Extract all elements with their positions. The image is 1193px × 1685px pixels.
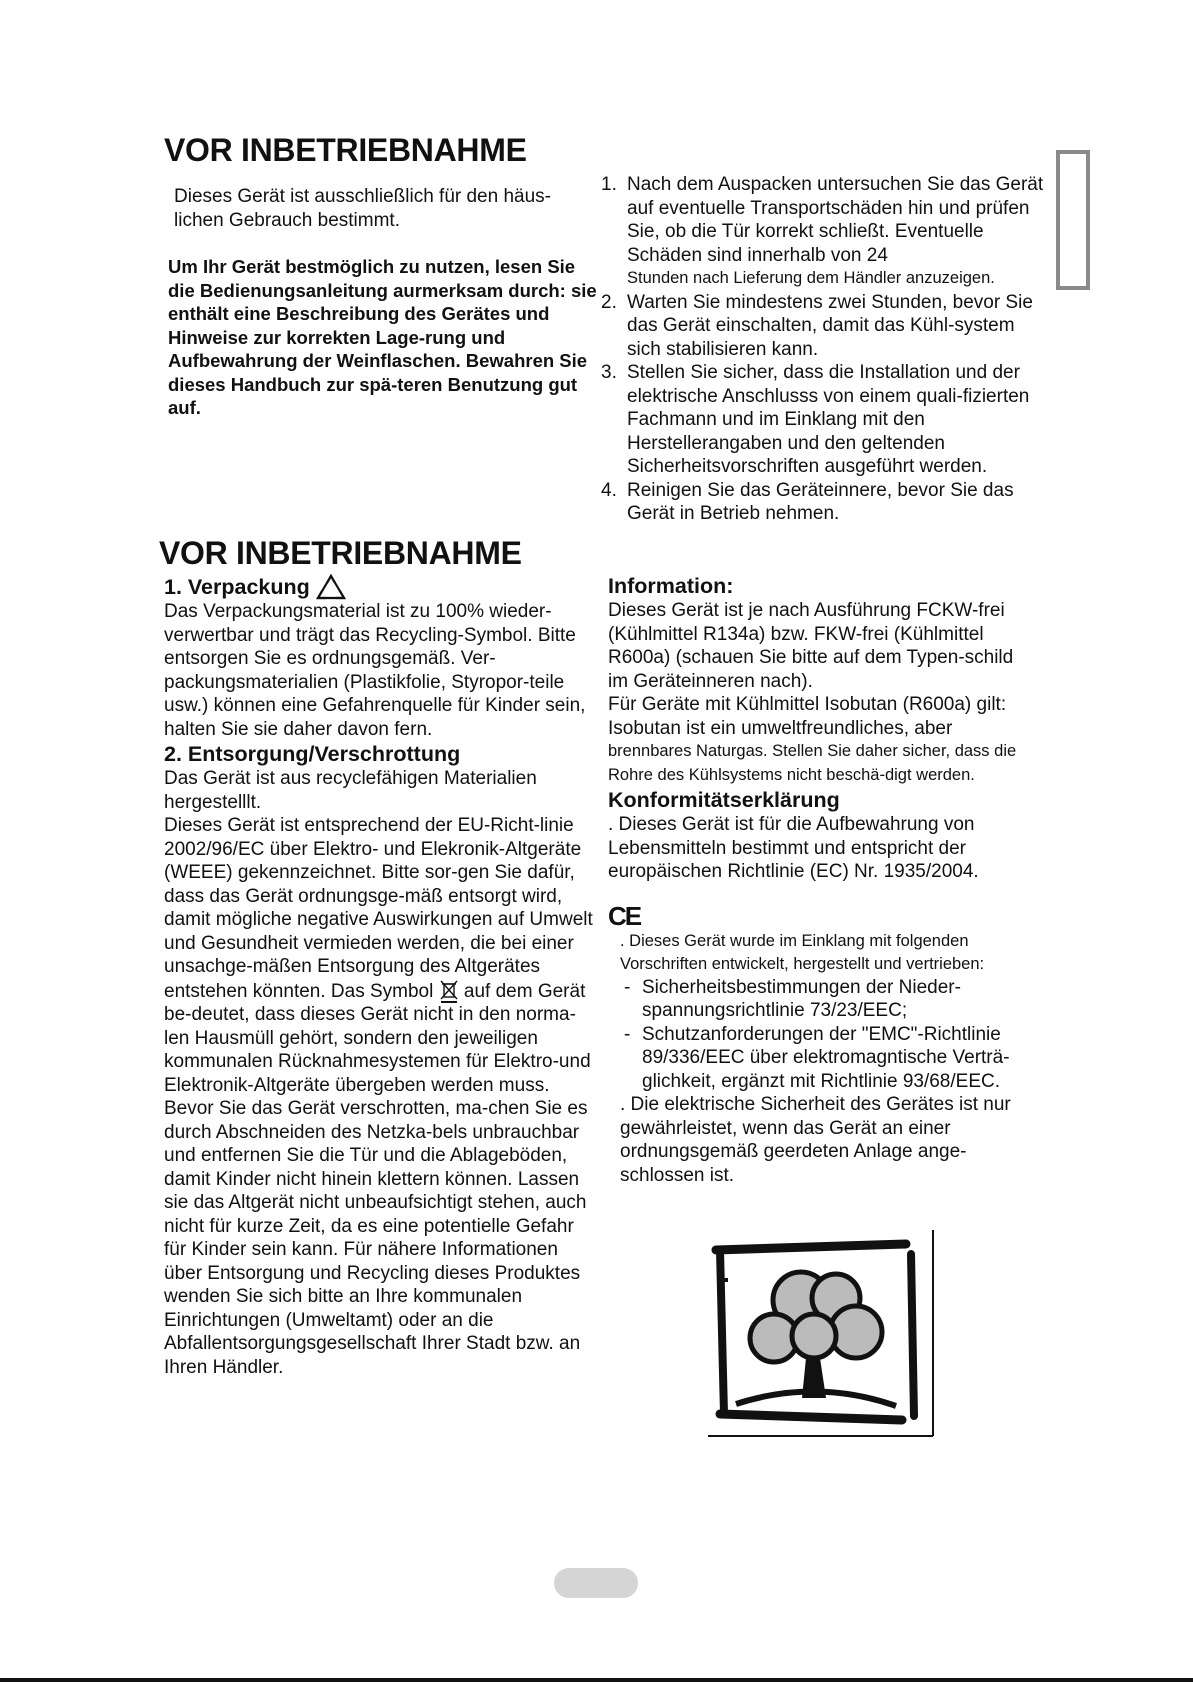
chapter-tab-marker bbox=[1056, 150, 1090, 290]
ce-item-text: Schutzanforderungen der "EMC"-Richtlinie 89/336/EEC über elektromagntische Verträ-glichkeit, ergänzt mit Richtlinie 93/68/EEC. bbox=[642, 1023, 1010, 1092]
disposal-p1: Das Gerät ist aus recyclefähigen Materialien hergestelllt. bbox=[164, 768, 537, 813]
disposal-p2-after: auf dem Gerät be-deutet, dass dieses Gerät nicht in den norma-len Hausmüll gehört, sondern den jeweiligen kommunalen Rücknahmesystemen für Elektro-und Elektronik-Altgeräte übergeben werden muss. Bevor Sie das Gerät verschrotten, ma-chen Sie es durch Abschneiden des Netzka-bels unbrauchbar und entfernen Sie die Tür und die Ablageböden, damit Kinder nicht hinein klettern können. Lassen sie das Altgerät nicht unbeaufsichtigt stehen, auch nicht für kurze Zeit, da es eine potentielle Gefahr für Kinder sein kann. Für nähere Informationen über Entsorgung und Recycling dieses Produktes wenden Sie sich bitte an Ihre kommunalen Einrichtungen (Umweltamt) oder an die Abfallentsorgungsgesellschaft Ihrer Stadt bzw. an Ihren Händler. bbox=[164, 980, 591, 1378]
step-number: 3. bbox=[601, 362, 617, 383]
step-3 bbox=[601, 361, 1044, 479]
ce-mark: CE bbox=[608, 900, 641, 931]
section1-title: VOR INBETRIEBNAHME bbox=[164, 132, 527, 168]
ce-block bbox=[608, 930, 1033, 1188]
bottom-rule bbox=[0, 1678, 1193, 1682]
crossed-bin-icon bbox=[439, 979, 459, 1003]
ce-closing: . Die elektrische Sicherheit des Gerätes ist nur gewährleistet, wenn das Gerät an einer ordnungsgemäß geerdeten Anlage ange-schlossen ist. bbox=[620, 1094, 1011, 1186]
step-number: 1. bbox=[601, 174, 617, 195]
information-p1: Dieses Gerät ist je nach Ausführung FCKW-frei (Kühlmittel R134a) bzw. FKW-frei (Kühlmittel R600a) (schauen Sie bitte auf dem Typen-schild im Geräteinneren nach). bbox=[608, 600, 1014, 692]
disposal-p2-before: Dieses Gerät ist entsprechend der EU-Richt-linie 2002/96/EC über Elektro- und Elekronik-Altgeräte (WEEE) gekennzeichnet. Bitte sor-gen Sie dafür, dass das Gerät ordnungsge-mäß entsorgt wird, damit mögliche negative Auswirkungen auf Umwelt und Gesundheit vermieden werden, die bei einer unsachge-mäßen Entsorgung des Altgerätes entstehen könnten. Das Symbol bbox=[164, 815, 593, 1002]
ce-item-text: Sicherheitsbestimmungen der Nieder-spannungsrichtlinie 73/23/EEC; bbox=[642, 976, 961, 1021]
recycling-icon bbox=[316, 574, 346, 600]
step-text: Nach dem Auspacken untersuchen Sie das Gerät auf eventuelle Transportschäden hin und prüfen Sie, ob die Tür korrekt schließt. Eventuelle Schäden sind innerhalb von 24 bbox=[627, 174, 1044, 266]
step-text: Warten Sie mindestens zwei Stunden, bevor Sie das Gerät einschalten, damit das Kühl-system sich stabilisieren kann. bbox=[627, 291, 1033, 360]
step-text: Reinigen Sie das Geräteinnere, bevor Sie das Gerät in Betrieb nehmen. bbox=[627, 479, 1014, 524]
setup-steps bbox=[601, 173, 1044, 526]
disposal-heading: 2. Entsorgung/Verschrottung bbox=[164, 742, 461, 766]
intro-text: Dieses Gerät ist ausschließlich für den häus-lichen Gebrauch bestimmt. bbox=[174, 186, 551, 231]
packaging-text: Das Verpackungsmaterial ist zu 100% wieder-verwertbar und trägt das Recycling-Symbol. Bitte entsorgen Sie es ordnungsgemäß. Ver-packungsmaterialien (Plastikfolie, Styropor-teile usw.) können eine Gefahrenquelle für Kinder sein, halten Sie sie daher davon fern. bbox=[164, 601, 586, 740]
information-p2-small: brennbares Naturgas. Stellen Sie daher sicher, dass die Rohre des Kühlsystems nicht beschä-digt werden. bbox=[608, 742, 1017, 784]
page-number-pill bbox=[554, 1568, 638, 1598]
conformity-heading: Konformitätserklärung bbox=[608, 788, 840, 812]
step-2 bbox=[601, 291, 1044, 362]
ce-item-2: - Schutzanforderungen der "EMC"-Richtlinie 89/336/EEC über elektromagntische Verträ-glichkeit, ergänzt mit Richtlinie 93/68/EEC. bbox=[624, 1023, 1010, 1092]
step-number: 4. bbox=[601, 479, 617, 501]
disposal-p2 bbox=[164, 814, 600, 1379]
bold-notice: Um Ihr Gerät bestmöglich zu nutzen, lesen Sie die Bedienungsanleitung aurmerksam durch: sie enthält eine Beschreibung des Gerätes und Hinweise zur korrekten Lage-rung und Aufbewahrung der Weinflaschen. Bewahren Sie dieses Handbuch zur spä-teren Benutzung gut auf. bbox=[168, 256, 597, 418]
ce-item-1: - Sicherheitsbestimmungen der Nieder-spannungsrichtlinie 73/23/EEC; bbox=[624, 976, 961, 1021]
left-column bbox=[164, 574, 600, 1379]
step-text: Stellen Sie sicher, dass die Installation und der elektrische Anschlusss von einem quali-fizierten Fachmann und im Einklang mit den Herstellerangaben und den geltenden Sicherheitsvorschriften ausgeführt werden. bbox=[627, 362, 1030, 477]
section2-title: VOR INBETRIEBNAHME bbox=[159, 535, 522, 571]
step-4 bbox=[601, 479, 1044, 526]
information-p2: Für Geräte mit Kühlmittel Isobutan (R600a) gilt: Isobutan ist ein umweltfreundliches, aber bbox=[608, 694, 1007, 739]
ce-intro: . Dieses Gerät wurde im Einklang mit folgenden Vorschriften entwickelt, hergestellt und vertrieben: bbox=[620, 931, 985, 973]
packaging-heading-text: 1. Verpackung bbox=[164, 575, 310, 599]
information-heading: Information: bbox=[608, 574, 734, 598]
step-1 bbox=[601, 173, 1044, 291]
conformity-text: . Dieses Gerät ist für die Aufbewahrung von Lebensmitteln bestimmt und entspricht der europäischen Richtlinie (EC) Nr. 1935/2004. bbox=[608, 814, 979, 882]
packaging-heading bbox=[164, 574, 600, 600]
step-text-small: Stunden nach Lieferung dem Händler anzuzeigen. bbox=[627, 269, 995, 287]
eco-tree-logo bbox=[706, 1228, 936, 1438]
right-column bbox=[608, 573, 1033, 1187]
step-number: 2. bbox=[601, 291, 617, 313]
